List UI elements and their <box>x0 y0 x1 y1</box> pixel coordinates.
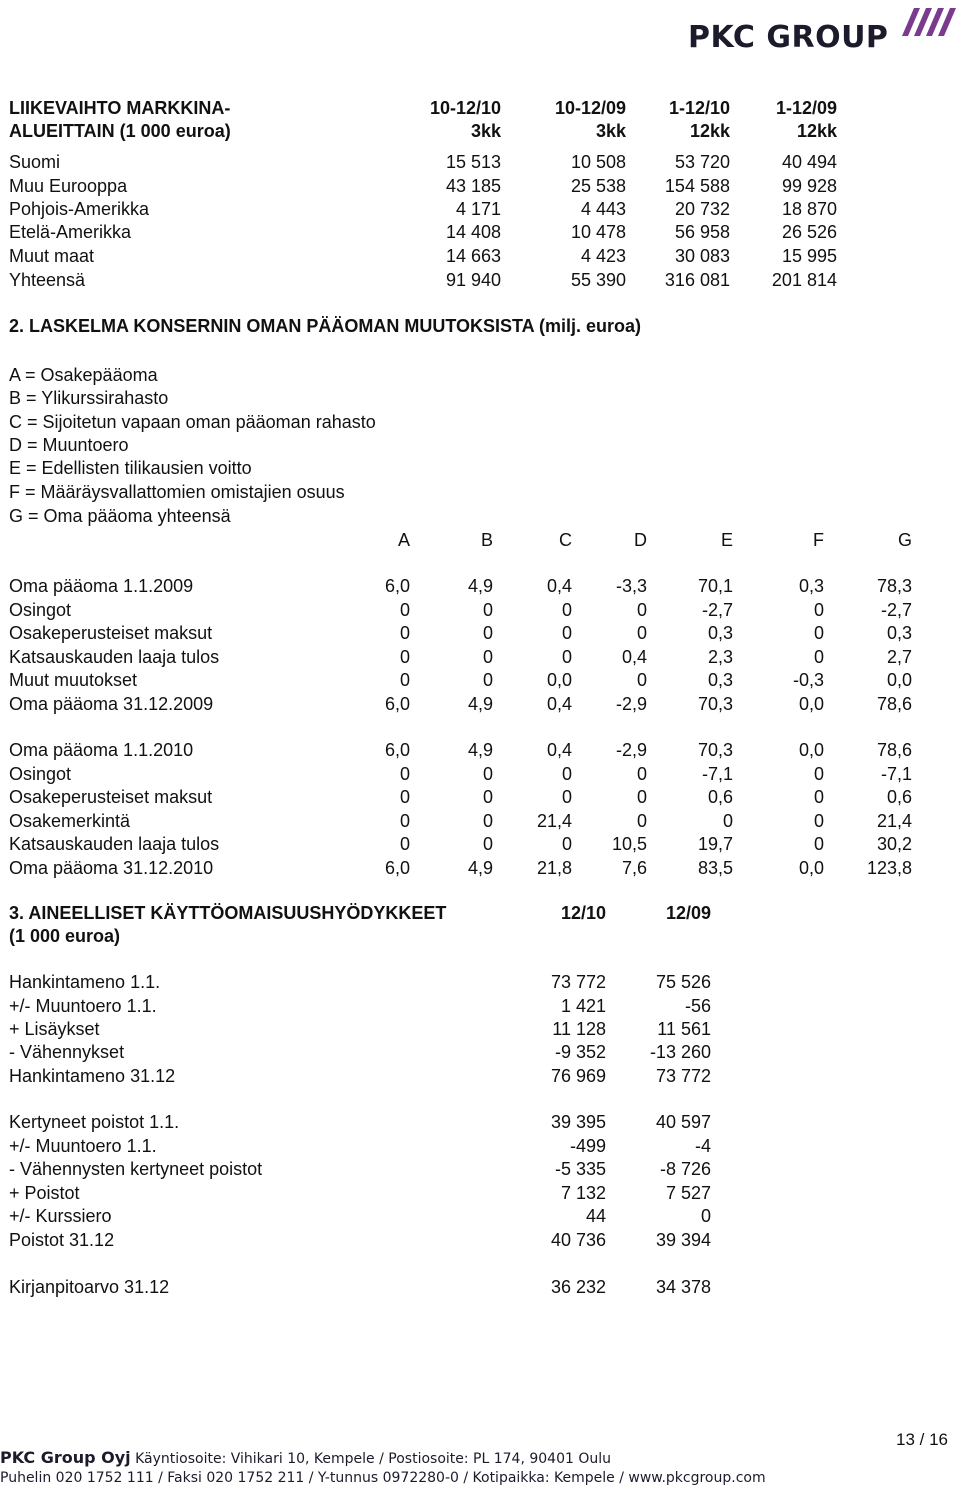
table-row-label: Osingot <box>9 764 72 784</box>
pkc-stripes-logo-icon <box>894 6 958 36</box>
table-cell: 0 <box>813 764 824 784</box>
footer-address: Käyntiosoite: Vihikari 10, Kempele / Postiosoite: PL 174, 90401 Oulu <box>135 1451 612 1467</box>
equity-column-header: E <box>720 530 733 550</box>
table-cell: 0 <box>399 647 410 667</box>
page-number: 13 / 16 <box>896 1430 948 1449</box>
table-cell: -2,9 <box>615 740 647 760</box>
equity-column-header: D <box>634 530 647 550</box>
equity-column-header: G <box>897 530 912 550</box>
legend-item: B = Ylikurssirahasto <box>9 388 169 408</box>
footer-line-2: Puhelin 020 1752 111 / Faksi 020 1752 211 / Y-tunnus 0972280-0 / Kotipaikka: Kempele / www.pkcgroup.com <box>0 1470 766 1486</box>
table-cell: 0 <box>561 600 572 620</box>
table-cell: 0 <box>813 811 824 831</box>
legend-item: D = Muuntoero <box>9 435 129 455</box>
table-cell: 0 <box>561 764 572 784</box>
table-cell: 4 443 <box>580 199 626 219</box>
table-cell: 0 <box>482 811 493 831</box>
table-cell: 0 <box>636 811 647 831</box>
table-cell: 0 <box>813 787 824 807</box>
table-cell: 25 538 <box>570 176 626 196</box>
table-cell: 15 513 <box>445 152 501 172</box>
table-cell: 0,0 <box>798 858 824 878</box>
table-cell: 0 <box>482 670 493 690</box>
table-cell: 0 <box>482 834 493 854</box>
table-cell: 40 494 <box>781 152 837 172</box>
table-cell: 2,7 <box>886 647 912 667</box>
table-row-label: Yhteensä <box>9 270 86 290</box>
table-cell: 99 928 <box>781 176 837 196</box>
section1-column-header-period: 12kk <box>796 121 837 141</box>
table-cell: 11 561 <box>657 1019 711 1039</box>
table-cell: 70,3 <box>697 694 733 714</box>
table-cell: 30,2 <box>876 834 912 854</box>
table-cell: 0 <box>636 623 647 643</box>
table-row-label: Oma pääoma 31.12.2010 <box>9 858 214 878</box>
table-cell: -7,1 <box>701 764 733 784</box>
legend-item: F = Määräysvallattomien omistajien osuus <box>9 482 345 502</box>
table-cell: 14 408 <box>445 222 501 242</box>
table-row-label: +/- Muuntoero 1.1. <box>9 996 157 1016</box>
table-cell: -13 260 <box>649 1042 711 1062</box>
table-row-label: +/- Muuntoero 1.1. <box>9 1136 157 1156</box>
table-cell: 40 736 <box>550 1230 606 1250</box>
table-cell: 14 663 <box>445 246 501 266</box>
table-cell: 0 <box>561 647 572 667</box>
table-row-label: Muut muutokset <box>9 670 138 690</box>
table-cell: 78,6 <box>876 740 912 760</box>
section1-column-header-period: 3kk <box>595 121 626 141</box>
table-cell: -3,3 <box>615 576 647 596</box>
section1-column-header-period: 12kk <box>689 121 730 141</box>
table-row-label: Etelä-Amerikka <box>9 222 132 242</box>
table-cell: 0 <box>561 787 572 807</box>
table-cell: 0 <box>636 787 647 807</box>
table-row-label: Hankintameno 31.12 <box>9 1066 176 1086</box>
table-cell: 0 <box>561 834 572 854</box>
table-cell: 6,0 <box>384 694 410 714</box>
table-cell: 0 <box>722 811 733 831</box>
table-row-label: Suomi <box>9 152 61 172</box>
section1-column-header: 10-12/10 <box>429 98 501 118</box>
section1-column-header-period: 3kk <box>470 121 501 141</box>
table-cell: 0 <box>700 1206 711 1226</box>
table-cell: 7 132 <box>560 1183 606 1203</box>
table-row-label: Osakemerkintä <box>9 811 131 831</box>
table-row-label: Osingot <box>9 600 72 620</box>
table-cell: 7,6 <box>621 858 647 878</box>
table-row-label: Muu Eurooppa <box>9 176 128 196</box>
table-cell: 39 394 <box>655 1230 711 1250</box>
equity-column-header: C <box>559 530 572 550</box>
table-cell: 0 <box>399 834 410 854</box>
table-cell: -56 <box>684 996 711 1016</box>
section3-title-line2: (1 000 euroa) <box>9 926 121 946</box>
table-row-label: Kirjanpitoarvo 31.12 <box>9 1277 170 1297</box>
table-cell: 0 <box>813 600 824 620</box>
table-cell: 75 526 <box>655 972 711 992</box>
table-cell: 0 <box>399 623 410 643</box>
table-cell: 0,4 <box>546 576 572 596</box>
table-row-label: Osakeperusteiset maksut <box>9 623 213 643</box>
table-cell: 0 <box>561 623 572 643</box>
logo-text: PKC GROUP <box>688 20 889 55</box>
table-cell: 0,0 <box>798 740 824 760</box>
table-cell: 0 <box>399 670 410 690</box>
table-cell: 0 <box>482 623 493 643</box>
table-row-label: - Vähennysten kertyneet poistot <box>9 1159 263 1179</box>
table-row-label: +/- Kurssiero <box>9 1206 112 1226</box>
table-cell: 0 <box>399 600 410 620</box>
table-cell: 4 171 <box>455 199 501 219</box>
table-cell: 39 395 <box>550 1112 606 1132</box>
table-cell: 123,8 <box>866 858 912 878</box>
section3-column-header: 12/09 <box>665 903 711 923</box>
table-cell: 44 <box>585 1206 606 1226</box>
table-cell: 53 720 <box>674 152 730 172</box>
table-cell: 7 527 <box>665 1183 711 1203</box>
table-cell: 1 421 <box>560 996 606 1016</box>
table-cell: -4 <box>694 1136 711 1156</box>
table-cell: 0 <box>813 623 824 643</box>
table-cell: 10,5 <box>611 834 647 854</box>
table-cell: 0 <box>813 834 824 854</box>
table-cell: 0,0 <box>798 694 824 714</box>
table-cell: -9 352 <box>554 1042 606 1062</box>
equity-column-header: B <box>480 530 493 550</box>
table-cell: 70,3 <box>697 740 733 760</box>
footer-company: PKC Group Oyj <box>0 1448 131 1467</box>
table-cell: -7,1 <box>880 764 912 784</box>
table-cell: 56 958 <box>674 222 730 242</box>
table-cell: 0,4 <box>621 647 647 667</box>
table-row-label: Hankintameno 1.1. <box>9 972 161 992</box>
legend-item: A = Osakepääoma <box>9 365 158 385</box>
table-cell: 91 940 <box>445 270 501 290</box>
table-cell: 154 588 <box>664 176 730 196</box>
table-row-label: - Vähennykset <box>9 1042 125 1062</box>
footer-line-1 <box>0 1448 611 1467</box>
table-row-label: Oma pääoma 1.1.2009 <box>9 576 194 596</box>
table-cell: 6,0 <box>384 576 410 596</box>
table-row-label: Pohjois-Amerikka <box>9 199 150 219</box>
section1-column-header: 10-12/09 <box>554 98 626 118</box>
legend-item: E = Edellisten tilikausien voitto <box>9 458 252 478</box>
table-cell: 0 <box>482 787 493 807</box>
table-cell: 0,4 <box>546 694 572 714</box>
section2-title: 2. LASKELMA KONSERNIN OMAN PÄÄOMAN MUUTOKSISTA (milj. euroa) <box>9 316 642 336</box>
table-cell: -2,7 <box>880 600 912 620</box>
table-cell: 18 870 <box>781 199 837 219</box>
table-row-label: Oma pääoma 31.12.2009 <box>9 694 214 714</box>
pkc-group-logo <box>688 6 958 56</box>
table-cell: 21,4 <box>876 811 912 831</box>
table-cell: 55 390 <box>570 270 626 290</box>
table-cell: 40 597 <box>655 1112 711 1132</box>
table-cell: 73 772 <box>550 972 606 992</box>
table-row-label: Kertyneet poistot 1.1. <box>9 1112 180 1132</box>
table-cell: 10 478 <box>570 222 626 242</box>
section3-column-header: 12/10 <box>560 903 606 923</box>
table-cell: 26 526 <box>781 222 837 242</box>
table-cell: 4,9 <box>467 694 493 714</box>
table-cell: -8 726 <box>659 1159 711 1179</box>
table-cell: 4,9 <box>467 740 493 760</box>
table-cell: 0,3 <box>707 623 733 643</box>
equity-column-header: F <box>813 530 824 550</box>
table-cell: 0,3 <box>886 623 912 643</box>
table-cell: 6,0 <box>384 740 410 760</box>
table-cell: 19,7 <box>697 834 733 854</box>
table-cell: 316 081 <box>664 270 730 290</box>
table-cell: 11 128 <box>552 1019 606 1039</box>
table-cell: 201 814 <box>771 270 837 290</box>
table-cell: 0 <box>399 787 410 807</box>
table-cell: 4 423 <box>580 246 626 266</box>
table-cell: 0 <box>482 647 493 667</box>
table-cell: 0,3 <box>707 670 733 690</box>
table-cell: 34 378 <box>655 1277 711 1297</box>
table-cell: 0 <box>399 811 410 831</box>
table-cell: 21,8 <box>536 858 572 878</box>
table-cell: -499 <box>569 1136 606 1156</box>
table-row-label: Poistot 31.12 <box>9 1230 115 1250</box>
table-cell: 0 <box>813 647 824 667</box>
section3-title-line1: 3. AINEELLISET KÄYTTÖOMAISUUSHYÖDYKKEET <box>9 903 447 923</box>
table-row-label: Osakeperusteiset maksut <box>9 787 213 807</box>
table-cell: 6,0 <box>384 858 410 878</box>
section1-title-line2: ALUEITTAIN (1 000 euroa) <box>9 121 231 141</box>
equity-column-header: A <box>397 530 410 550</box>
table-cell: 0 <box>482 600 493 620</box>
page-footer <box>0 1446 960 1489</box>
legend-item: C = Sijoitetun vapaan oman pääoman rahasto <box>9 412 376 432</box>
table-cell: 0,0 <box>886 670 912 690</box>
table-row-label: Muut maat <box>9 246 95 266</box>
table-cell: -0,3 <box>792 670 824 690</box>
table-cell: 2,3 <box>707 647 733 667</box>
table-cell: -2,7 <box>701 600 733 620</box>
table-cell: 76 969 <box>550 1066 606 1086</box>
table-cell: 4,9 <box>467 576 493 596</box>
table-cell: -2,9 <box>615 694 647 714</box>
table-cell: 70,1 <box>697 576 733 596</box>
table-cell: 20 732 <box>674 199 730 219</box>
table-cell: 0,3 <box>798 576 824 596</box>
table-row-label: Katsauskauden laaja tulos <box>9 647 220 667</box>
table-row-label: + Poistot <box>9 1183 80 1203</box>
table-cell: 0,6 <box>707 787 733 807</box>
table-cell: 73 772 <box>655 1066 711 1086</box>
table-cell: 78,3 <box>876 576 912 596</box>
table-cell: 0 <box>636 764 647 784</box>
table-cell: 0 <box>482 764 493 784</box>
table-row-label: + Lisäykset <box>9 1019 100 1039</box>
section1-column-header: 1-12/09 <box>775 98 837 118</box>
table-cell: 43 185 <box>445 176 501 196</box>
table-cell: 78,6 <box>876 694 912 714</box>
table-cell: 0 <box>636 670 647 690</box>
section1-title-line1: LIIKEVAIHTO MARKKINA- <box>9 98 231 118</box>
table-cell: -5 335 <box>554 1159 606 1179</box>
table-cell: 4,9 <box>467 858 493 878</box>
table-cell: 83,5 <box>697 858 733 878</box>
table-cell: 15 995 <box>781 246 837 266</box>
table-cell: 36 232 <box>550 1277 606 1297</box>
table-row-label: Oma pääoma 1.1.2010 <box>9 740 194 760</box>
table-cell: 0,0 <box>546 670 572 690</box>
table-cell: 0,4 <box>546 740 572 760</box>
table-cell: 21,4 <box>536 811 572 831</box>
table-cell: 0 <box>636 600 647 620</box>
legend-item: G = Oma pääoma yhteensä <box>9 506 231 526</box>
table-cell: 10 508 <box>570 152 626 172</box>
table-cell: 0,6 <box>886 787 912 807</box>
table-cell: 30 083 <box>674 246 730 266</box>
section1-column-header: 1-12/10 <box>668 98 730 118</box>
table-cell: 0 <box>399 764 410 784</box>
table-row-label: Katsauskauden laaja tulos <box>9 834 220 854</box>
